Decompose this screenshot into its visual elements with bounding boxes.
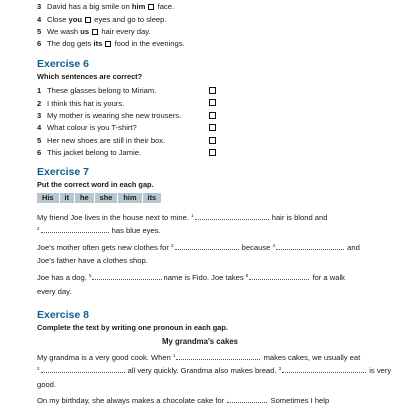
text-title: My grandma's cakes	[162, 337, 238, 346]
answer-box[interactable]	[105, 41, 111, 47]
answer-gap[interactable]	[92, 273, 162, 280]
answer-gap[interactable]	[176, 353, 260, 360]
answer-gap[interactable]	[249, 273, 309, 280]
exercise-6-item: 1 These glasses belong to Miriam.	[37, 86, 157, 95]
exercise-7-line: $^2$ has blue eyes.	[37, 226, 161, 235]
exercise-8-line: $^2$ all very quickly. Grandma also makes bread. $^3$ is very	[37, 366, 392, 375]
exercise-6-item: 3 My mother is wearing she new trousers.	[37, 111, 182, 120]
exercise-7-line: Joe's mother often gets new clothes for $^3$ because $^4$ and	[37, 243, 360, 252]
answer-gap[interactable]	[41, 366, 125, 373]
answer-gap[interactable]	[276, 243, 344, 250]
answer-box[interactable]	[148, 4, 154, 10]
word-bank	[37, 193, 161, 203]
word-bank-item: His	[37, 193, 60, 203]
exercise-6-item: 2 I think this hat is yours.	[37, 99, 125, 108]
exercise-7-line: My friend Joe lives in the house next to mine. $^1$ hair is blond and	[37, 213, 328, 222]
exercise-8-line: On my birthday, she always makes a chocolate cake for Sometimes I help	[37, 396, 330, 405]
exercise-6-checkbox[interactable]	[209, 124, 216, 131]
top-item: 5 We wash us hair every day.	[37, 27, 151, 36]
answer-box[interactable]	[92, 29, 98, 35]
word-bank-item: it	[60, 193, 76, 203]
exercise-6-checkbox[interactable]	[209, 99, 216, 106]
top-item: 6 The dog gets its food in the evenings.	[37, 39, 185, 48]
exercise-6-item: 5 Her new shoes are still in their box.	[37, 136, 166, 145]
exercise-6-item: 6 This jacket belong to Jamie.	[37, 148, 142, 157]
exercise-6-checkbox[interactable]	[209, 137, 216, 144]
word-bank-item: its	[147, 193, 157, 202]
answer-box[interactable]	[85, 17, 91, 23]
exercise-7-line: Joe has a dog. $^5$ name is Fido. Joe takes $^6$ for a walk	[37, 273, 345, 282]
word-bank-item: he	[75, 193, 95, 203]
word-bank-item: him	[118, 193, 142, 203]
exercise-8-title: Exercise 8	[37, 309, 89, 321]
top-item: 3 David has a big smile on him face.	[37, 2, 175, 11]
exercise-6-title: Exercise 6	[37, 58, 89, 70]
exercise-6-item: 4 What colour is you T-shirt?	[37, 123, 137, 132]
exercise-7-line: Joe's father have a clothes shop.	[37, 256, 148, 265]
answer-gap[interactable]	[41, 226, 109, 233]
exercise-8-line: My grandma is a very good cook. When $^1$ makes cakes, we usually eat	[37, 353, 361, 362]
exercise-6-checkbox[interactable]	[209, 149, 216, 156]
top-item: 4 Close you eyes and go to sleep.	[37, 15, 167, 24]
answer-gap[interactable]	[175, 243, 239, 250]
exercise-6-checkbox[interactable]	[209, 112, 216, 119]
answer-gap[interactable]	[195, 213, 269, 220]
exercise-8-instruction: Complete the text by writing one pronoun in each gap.	[37, 323, 228, 332]
exercise-6-instruction: Which sentences are correct?	[37, 72, 143, 81]
exercise-7-instruction: Put the correct word in each gap.	[37, 180, 154, 189]
exercise-7-line: every day.	[37, 287, 72, 296]
exercise-7-title: Exercise 7	[37, 166, 89, 178]
exercise-6-checkbox[interactable]	[209, 87, 216, 94]
answer-gap[interactable]	[282, 366, 366, 373]
exercise-8-line: good.	[37, 380, 57, 389]
word-bank-item: she	[95, 193, 119, 203]
